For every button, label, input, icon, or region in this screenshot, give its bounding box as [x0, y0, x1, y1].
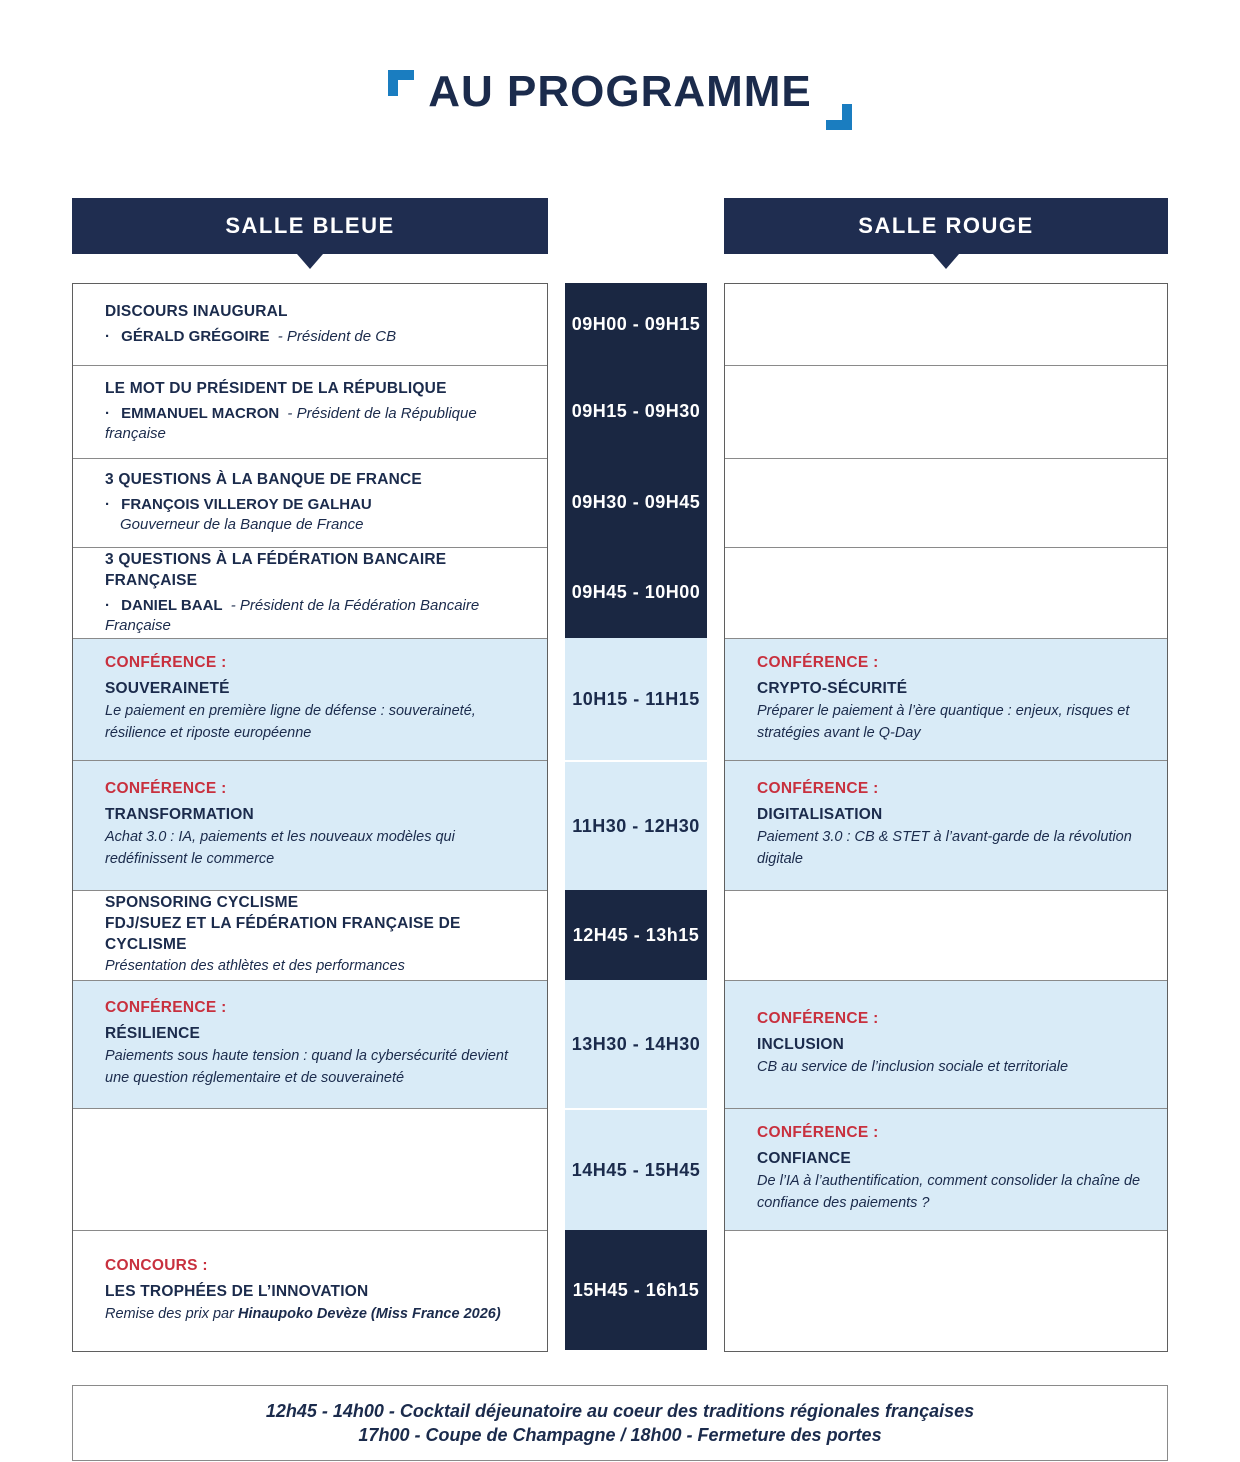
time-slot-7: 12H45 - 13h15 [565, 890, 707, 980]
program-schedule [72, 283, 1168, 1352]
footer-line-2: 17h00 - Coupe de Champagne / 18h00 - Fermeture des portes [358, 1424, 882, 1445]
speaker-role: - Président de CB [277, 327, 397, 345]
speaker-line [105, 495, 529, 515]
time-slot-3: 09H30 - 09H45 [565, 458, 707, 547]
conference-label: CONFÉRENCE : [757, 1010, 879, 1028]
speaker-role: Gouverneur de la Banque de France [120, 516, 364, 534]
conference-label: CONFÉRENCE : [105, 999, 227, 1017]
salle-bleue-header: SALLE BLEUE [72, 198, 548, 254]
speaker-line [105, 596, 529, 637]
concours-topic: LES TROPHÉES DE L’INNOVATION [105, 1282, 369, 1300]
event-cell-rouge-row10-empty [725, 1231, 1167, 1351]
event-cell-bleue-row2 [73, 366, 547, 459]
speaker-line [105, 327, 529, 347]
conference-topic: TRANSFORMATION [105, 806, 254, 824]
time-slot-9: 14H45 - 15H45 [565, 1108, 707, 1230]
conference-description: Achat 3.0 : IA, paiements et les nouveaux modèles qui redéfinissent le commerce [105, 829, 455, 867]
conference-label: CONFÉRENCE : [757, 1124, 879, 1142]
conference-topic: CRYPTO-SÉCURITÉ [757, 680, 908, 698]
conference-topic: CONFIANCE [757, 1150, 851, 1168]
conference-topic: DIGITALISATION [757, 806, 883, 824]
event-cell-rouge-row7-empty [725, 891, 1167, 981]
event-cell-bleue-row3 [73, 459, 547, 548]
time-slot-2: 09H15 - 09H30 [565, 365, 707, 458]
salle-rouge-header: SALLE ROUGE [724, 198, 1168, 254]
conference-topic: SOUVERAINETÉ [105, 680, 230, 698]
footer-line-1: 12h45 - 14h00 - Cocktail déjeunatoire au coeur des traditions régionales françaises [265, 1400, 975, 1421]
event-cell-bleue-row8 [73, 981, 547, 1109]
time-slot-8: 13H30 - 14H30 [565, 980, 707, 1108]
event-cell-bleue-row9-empty [73, 1109, 547, 1231]
event-cell-rouge-row2-empty [725, 366, 1167, 459]
speaker-name: DANIEL BAAL [121, 596, 223, 614]
conference-description: Paiement 3.0 : CB & STET à l’avant-garde de la révolution digitale [757, 829, 1132, 867]
speaker-name: GÉRALD GRÉGOIRE [121, 327, 270, 345]
event-description: Présentation des athlètes et des performances [105, 958, 405, 975]
corner-bracket-bottom-right-icon [826, 104, 852, 130]
speaker-role: - Président de la République française [105, 405, 477, 443]
speaker-line [105, 404, 529, 445]
event-cell-bleue-row1 [73, 284, 547, 366]
conference-description: Préparer le paiement à l’ère quantique : enjeux, risques et stratégies avant le Q-Day [757, 703, 1130, 741]
event-cell-rouge-row3-empty [725, 459, 1167, 548]
speaker-role: - Président de la Fédération Bancaire Française [105, 596, 480, 634]
page-title: AU PROGRAMME [428, 67, 812, 116]
column-headers [72, 198, 1168, 254]
concours-presenter: Hinaupoko Devèze (Miss France 2026) [237, 1305, 501, 1322]
page-header [0, 68, 1240, 130]
speaker-name: FRANÇOIS VILLEROY DE GALHAU [121, 496, 372, 514]
conference-description: Paiements sous haute tension : quand la cybersécurité devient une question réglementaire et de souveraineté [105, 1048, 509, 1086]
event-cell-rouge-row5 [725, 639, 1167, 761]
event-cell-rouge-row4-empty [725, 548, 1167, 639]
time-slot-10: 15H45 - 16h15 [565, 1230, 707, 1350]
event-cell-bleue-row10 [73, 1231, 547, 1351]
corner-bracket-top-left-icon [388, 70, 414, 96]
conference-description: Le paiement en première ligne de défense : souveraineté, résilience et riposte européenne [105, 703, 476, 741]
event-cell-rouge-row9 [725, 1109, 1167, 1231]
event-cell-rouge-row1-empty [725, 284, 1167, 366]
event-title: SPONSORING CYCLISME [105, 894, 299, 912]
concours-label: CONCOURS : [105, 1256, 208, 1274]
event-title: DISCOURS INAUGURAL [105, 302, 288, 320]
conference-topic: INCLUSION [757, 1036, 845, 1054]
conference-label: CONFÉRENCE : [105, 654, 227, 672]
event-title: 3 QUESTIONS À LA FÉDÉRATION BANCAIRE FRANÇAISE [105, 550, 447, 589]
time-slot-4: 09H45 - 10H00 [565, 547, 707, 638]
time-column [565, 283, 707, 1352]
time-slot-1: 09H00 - 09H15 [565, 283, 707, 365]
salle-rouge-column [724, 283, 1168, 1352]
event-cell-bleue-row4 [73, 548, 547, 639]
time-slot-5: 10H15 - 11H15 [565, 638, 707, 760]
concours-description [105, 1304, 529, 1326]
event-title: 3 QUESTIONS À LA BANQUE DE FRANCE [105, 471, 422, 489]
event-cell-rouge-row8 [725, 981, 1167, 1109]
time-slot-6: 11H30 - 12H30 [565, 760, 707, 890]
event-title-line2: FDJ/SUEZ ET LA FÉDÉRATION FRANÇAISE DE CYCLISME [105, 915, 461, 954]
event-cell-bleue-row5 [73, 639, 547, 761]
conference-label: CONFÉRENCE : [105, 780, 227, 798]
conference-description: De l’IA à l’authentification, comment consolider la chaîne de confiance des paiements ? [757, 1173, 1141, 1211]
event-cell-bleue-row7 [73, 891, 547, 981]
footer-box [72, 1385, 1168, 1461]
conference-description: CB au service de l’inclusion sociale et territoriale [757, 1059, 1069, 1076]
salle-bleue-column [72, 283, 548, 1352]
conference-topic: RÉSILIENCE [105, 1025, 201, 1043]
event-title: LE MOT DU PRÉSIDENT DE LA RÉPUBLIQUE [105, 380, 447, 398]
conference-label: CONFÉRENCE : [757, 654, 879, 672]
event-cell-rouge-row6 [725, 761, 1167, 891]
concours-description-prefix: Remise des prix par [105, 1305, 238, 1322]
speaker-name: EMMANUEL MACRON [121, 405, 280, 423]
conference-label: CONFÉRENCE : [757, 780, 879, 798]
event-cell-bleue-row6 [73, 761, 547, 891]
